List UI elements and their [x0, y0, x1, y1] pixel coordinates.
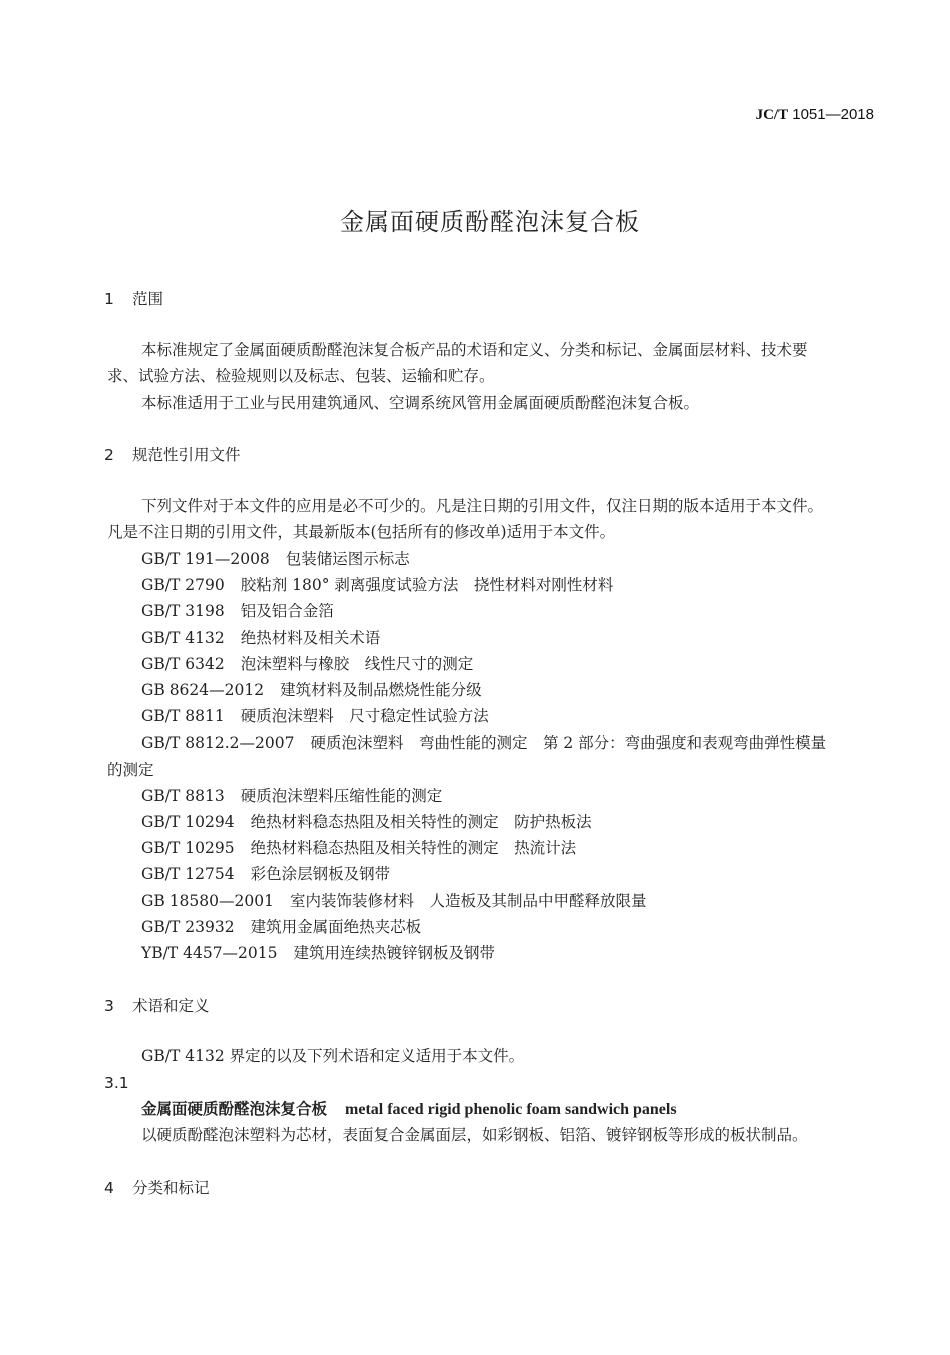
reference-item: GB/T 8812.2—2007 硬质泡沫塑料 弯曲性能的测定 第 2 部分：弯曲强度和表观弯曲弹性模量 [141, 734, 827, 752]
reference-item: GB/T 23932 建筑用金属面绝热夹芯板 [141, 918, 422, 936]
reference-item: GB/T 12754 彩色涂层钢板及钢带 [141, 865, 391, 883]
reference-item-continuation: 的测定 [107, 761, 154, 779]
section-2-paragraph-1b: 凡是不注日期的引用文件，其最新版本(包括所有的修改单)适用于本文件。 [107, 523, 616, 541]
reference-item: GB/T 191—2008 包装储运图示标志 [141, 550, 410, 568]
reference-item: GB 8624—2012 建筑材料及制品燃烧性能分级 [141, 681, 482, 699]
term-definition: 以硬质酚醛泡沫塑料为芯材，表面复合金属面层，如彩钢板、铝箔、镀锌钢板等形成的板状制品。 [141, 1126, 808, 1144]
standard-number: JC/T 1051—2018 [755, 106, 874, 123]
section-1-heading: 1 范围 [104, 290, 164, 308]
term-number: 3.1 [104, 1074, 129, 1092]
section-3-paragraph-1: GB/T 4132 界定的以及下列术语和定义适用于本文件。 [141, 1047, 525, 1065]
reference-item: GB/T 4132 绝热材料及相关术语 [141, 629, 381, 647]
section-2-paragraph-1a: 下列文件对于本文件的应用是必不可少的。凡是注日期的引用文件，仅注日期的版本适用于本文件。 [141, 497, 824, 515]
reference-item: GB/T 3198 铝及铝合金箔 [141, 602, 334, 620]
section-1-paragraph-1a: 本标准规定了金属面硬质酚醛泡沫复合板产品的术语和定义、分类和标记、金属面层材料、技术要 [141, 341, 808, 359]
section-2-heading: 2 规范性引用文件 [104, 446, 241, 464]
reference-item: YB/T 4457—2015 建筑用连续热镀锌钢板及钢带 [141, 944, 496, 962]
reference-item: GB/T 8811 硬质泡沫塑料 尺寸稳定性试验方法 [141, 707, 489, 725]
section-1-paragraph-1b: 求、试验方法、检验规则以及标志、包装、运输和贮存。 [107, 367, 495, 385]
section-3-heading: 3 术语和定义 [104, 997, 210, 1015]
document-title: 金属面硬质酚醛泡沫复合板 [340, 208, 640, 236]
reference-item: GB/T 10295 绝热材料稳态热阻及相关特性的测定 热流计法 [141, 839, 577, 857]
reference-item: GB/T 6342 泡沫塑料与橡胶 线性尺寸的测定 [141, 655, 474, 673]
reference-item: GB/T 2790 胶粘剂 180° 剥离强度试验方法 挠性材料对刚性材料 [141, 576, 614, 594]
reference-item: GB 18580—2001 室内装饰装修材料 人造板及其制品中甲醛释放限量 [141, 892, 647, 910]
reference-item: GB/T 10294 绝热材料稳态热阻及相关特性的测定 防护热板法 [141, 813, 592, 831]
section-4-heading: 4 分类和标记 [104, 1179, 210, 1197]
reference-item: GB/T 8813 硬质泡沫塑料压缩性能的测定 [141, 787, 443, 805]
section-1-paragraph-2: 本标准适用于工业与民用建筑通风、空调系统风管用金属面硬质酚醛泡沫复合板。 [141, 394, 700, 412]
term-heading: 金属面硬质酚醛泡沫复合板 metal faced rigid phenolic foam sandwich panels [141, 1100, 677, 1118]
